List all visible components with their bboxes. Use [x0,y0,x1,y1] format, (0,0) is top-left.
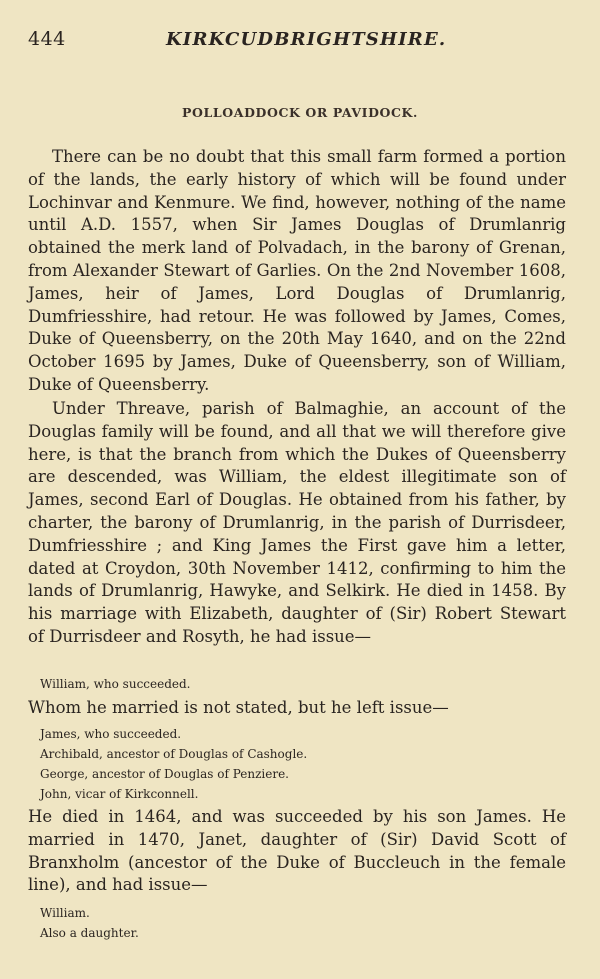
paragraph-3 [28,697,566,720]
paragraph-3-text: Whom he married is not stated, but he left issue— [28,698,449,717]
issue-list-2 [40,724,560,804]
paragraph-1-text: There can be no doubt that this small farm formed a portion of the lands, the early history of which will be found under Lochinvar and Kenmure. We find, however, nothing of the name until A.D. 1557, when Sir James Douglas of Drumlanrig obtained the merk land of Polvadach, in the barony of Grenan, from Alexander Stewart of Garlies. On the 2nd November 1608, James, heir of James, Lord Douglas of Drumlanrig, Dumfriesshire, had retour. He was followed by James, Comes, Duke of Queensberry, on the 20th May 1640, and on the 22nd October 1695 by James, Duke of Queensberry, son of William, Duke of Queensberry. [28,147,566,394]
page-number: 444 [28,28,66,50]
list-item: John, vicar of Kirkconnell. [40,787,199,801]
paragraph-1 [28,146,566,397]
list-item: Archibald, ancestor of Douglas of Cashogle. [40,747,308,761]
paragraph-4-text: He died in 1464, and was succeeded by his son James. He married in 1470, Janet, daughter of (Sir) David Scott of Branxholm (ancestor of the Duke of Buccleuch in the female line), and had issue— [28,807,566,895]
paragraph-4 [28,806,566,897]
list-item: George, ancestor of Douglas of Penziere. [40,767,289,781]
section-title: POLLOADDOCK OR PAVIDOCK. [182,105,418,120]
list-item: William, who succeeded. [40,677,191,691]
paragraph-2 [28,398,566,649]
list-item: William. [40,906,90,920]
list-item: Also a daughter. [40,926,139,940]
running-title: KIRKCUDBRIGHTSHIRE. [166,29,447,50]
issue-list-1 [40,674,560,694]
paragraph-2-text: Under Threave, parish of Balmaghie, an account of the Douglas family will be found, and all that we will therefore give here, is that the branch from which the Dukes of Queensberry are descended, was William, the eldest illegitimate son of James, second Earl of Douglas. He obtained from his father, by charter, the barony of Drumlanrig, in the parish of Durrisdeer, Dumfriesshire ; and King James the First gave him a letter, dated at Croydon, 30th November 1412, confirming to him the lands of Drumlanrig, Hawyke, and Selkirk. He died in 1458. By his marriage with Elizabeth, daughter of (Sir) Robert Stewart of Durrisdeer and Rosyth, he had issue— [28,399,566,646]
list-item: James, who succeeded. [40,727,182,741]
page-header [28,28,570,54]
issue-list-3 [40,903,560,943]
